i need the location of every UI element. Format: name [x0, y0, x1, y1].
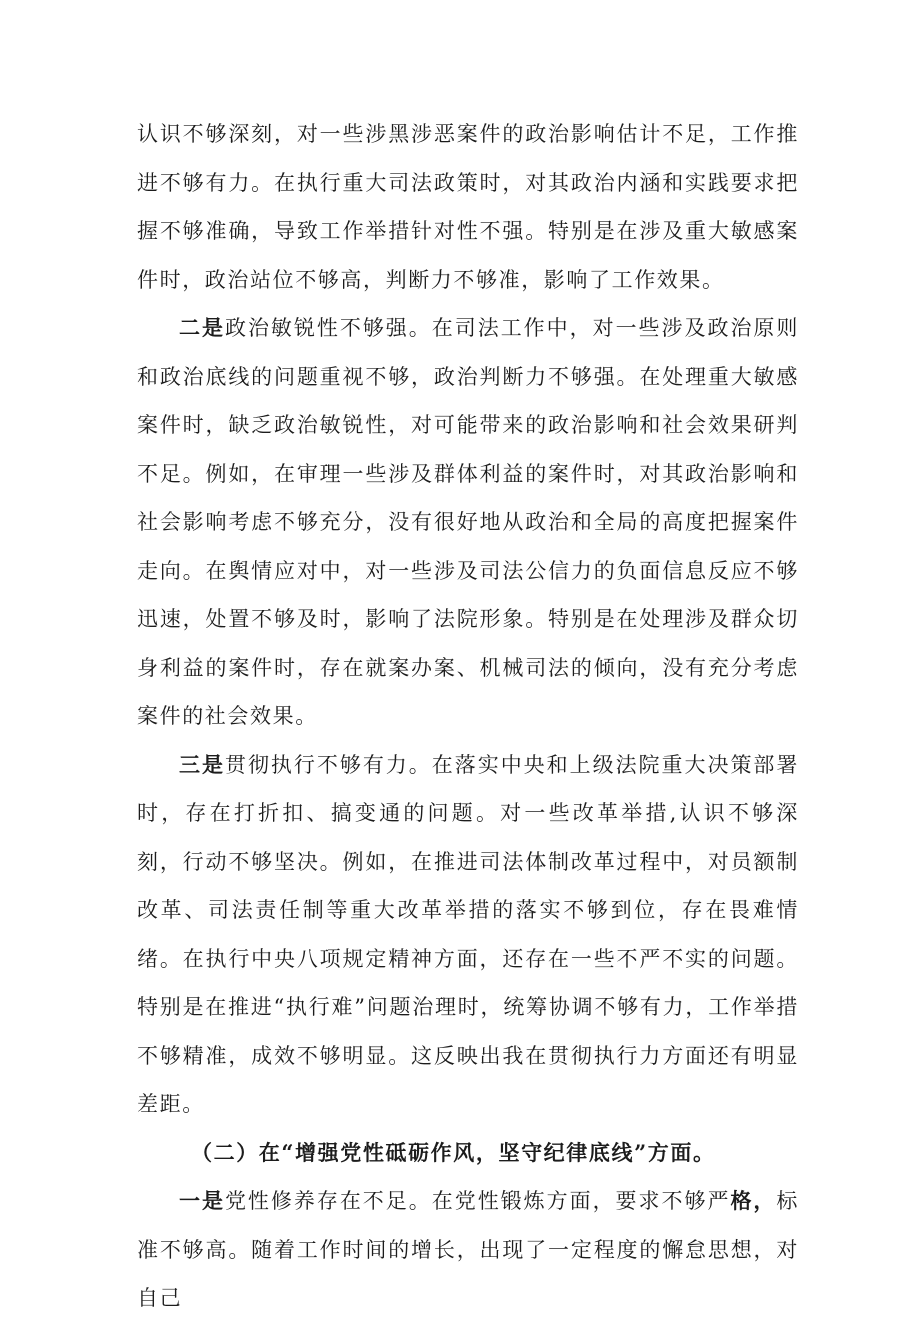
document-body: [137, 110, 799, 1323]
bold-fragment: 格，: [730, 1188, 777, 1213]
section-heading: （二）在“增强党性砥砺作风，坚守纪律底线”方面。: [191, 1139, 716, 1165]
paragraph-lead: 三是: [179, 751, 225, 777]
paragraph-continuation: [137, 110, 799, 304]
paragraph-text-continued: 标准不够高。随着工作时间的增长，出现了一定程度的懈怠思想，对自己: [137, 1189, 799, 1310]
paragraph-lead: 一是: [179, 1188, 225, 1213]
paragraph-text: 认识不够深刻，对一些涉黑涉恶案件的政治影响估计不足，工作推进不够有力。在执行重大司法政策时，对其政治内涵和实践要求把握不够准确，导致工作举措针对性不强。特别是在涉及重大敏感案件时，政治站位不够高，判断力不够准，影响了工作效果。: [137, 122, 799, 292]
paragraph-text: 党性修养存在不足。在党性锻炼方面，要求不够严: [224, 1189, 731, 1213]
paragraph-point-two: [137, 304, 799, 741]
paragraph-text: 政治敏锐性不够强。在司法工作中，对一些涉及政治原则和政治底线的问题重视不够，政治判断力不够强。在处理重大敏感案件时，缺乏政治敏锐性，对可能带来的政治影响和社会效果研判不足。例如，在审理一些涉及群体利益的案件时，对其政治影响和社会影响考虑不够充分，没有很好地从政治和全局的高度把握案件走向。在舆情应对中，对一些涉及司法公信力的负面信息反应不够迅速，处置不够及时，影响了法院形象。特别是在处理涉及群众切身利益的案件时，存在就案办案、机械司法的倾向，没有充分考虑案件的社会效果。: [137, 316, 800, 728]
paragraph-point-three: [137, 741, 799, 1129]
paragraph-lead: 二是: [179, 315, 225, 340]
paragraph-text: 贯彻执行不够有力。在落实中央和上级法院重大决策部署时，存在打折扣、搞变通的问题。对一些改革举措,认识不够深刻，行动不够坚决。例如，在推进司法体制改革过程中，对员额制改革、司法责任制等重大改革举措的落实不够到位，存在畏难情绪。在执行中央八项规定精神方面，还存在一些不严不实的问题。特别是在推进“执行难”问题治理时，统筹协调不够有力，工作举措不够精准，成效不够明显。这反映出我在贯彻执行力方面还有明显差距。: [137, 752, 800, 1116]
